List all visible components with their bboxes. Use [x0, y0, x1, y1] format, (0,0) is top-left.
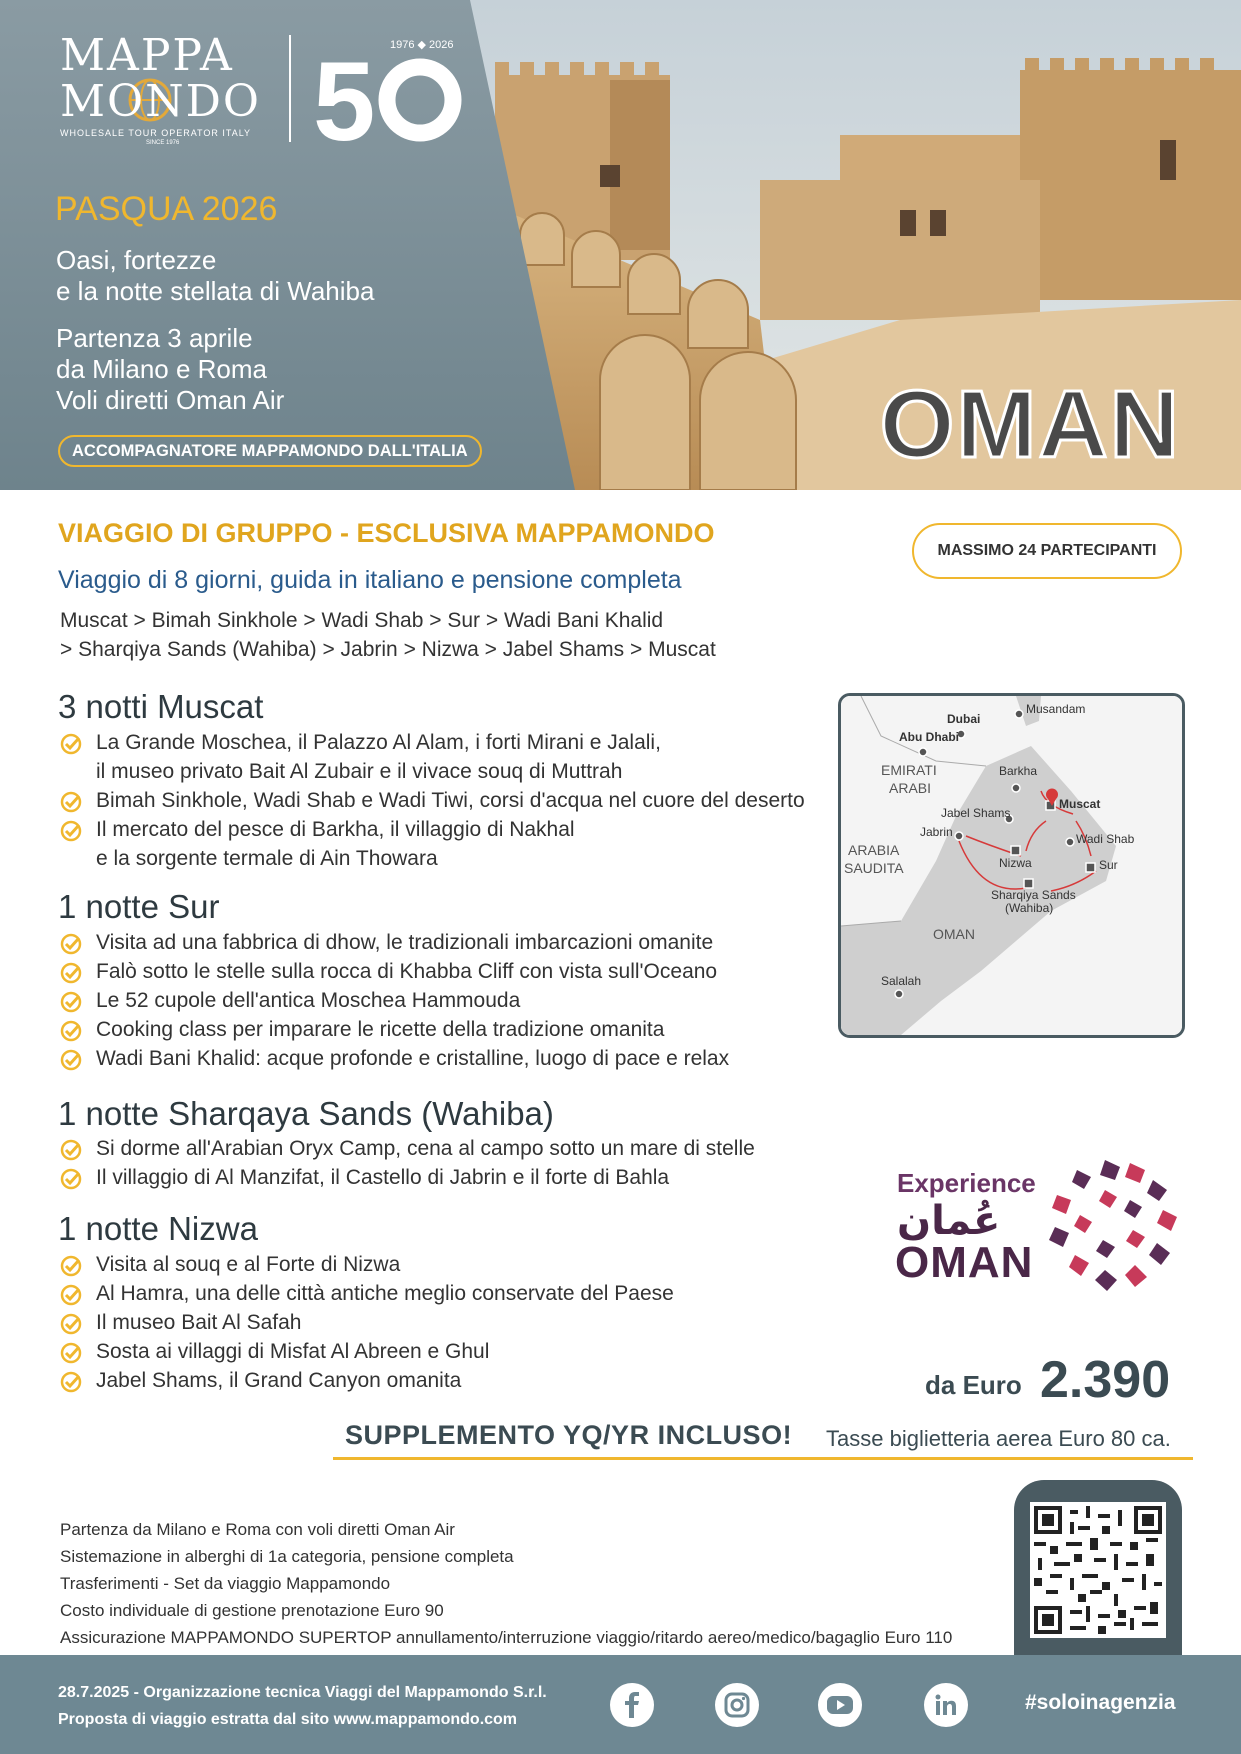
- anniversary-years: 1976 ◆ 2026: [390, 39, 454, 51]
- check-icon: [60, 1342, 82, 1364]
- section-list-nizwa: [58, 1250, 674, 1395]
- list-item: Il villaggio di Al Manzifat, il Castello di Jabrin e il forte di Bahla: [58, 1163, 755, 1192]
- check-icon: [60, 1255, 82, 1277]
- logo-mappa: MAPPA: [60, 30, 234, 81]
- map-label: ARABI: [889, 780, 932, 796]
- map-label: Musandam: [1026, 702, 1086, 716]
- max-participants-badge: MASSIMO 24 PARTECIPANTI: [912, 523, 1182, 579]
- price-prefix: da Euro: [925, 1370, 1022, 1400]
- section-list-muscat: [58, 728, 805, 873]
- map-label: Sharqiya Sands: [991, 888, 1076, 902]
- facebook-icon: [621, 1692, 643, 1718]
- svg-text:5: 5: [313, 39, 376, 164]
- list-item: Le 52 cupole dell'antica Moschea Hammouda: [58, 986, 729, 1015]
- section-list-wahiba: [58, 1134, 755, 1192]
- note-item: Partenza da Milano e Roma con voli diretti Oman Air: [60, 1520, 455, 1539]
- destination-title: OMAN: [879, 371, 1181, 478]
- section-list-sur: [58, 928, 729, 1073]
- group-trip-subtitle: Viaggio di 8 giorni, guida in italiano e pensione completa: [58, 566, 682, 594]
- map-label: Muscat: [1059, 797, 1101, 811]
- map-label: ARABIA: [848, 842, 900, 858]
- list-item: Jabel Shams, il Grand Canyon omanita: [58, 1366, 674, 1395]
- trip-notes: [60, 1516, 952, 1651]
- route-map: [838, 693, 1185, 1038]
- map-label: Dubai: [947, 712, 981, 726]
- map-label: Abu Dhabi: [899, 730, 959, 744]
- section-title-muscat: 3 notti Muscat: [58, 688, 264, 725]
- list-item: Il mercato del pesce di Barkha, il villaggio di Nakhal: [58, 815, 805, 844]
- escort-badge: ACCOMPAGNATORE MAPPAMONDO DALL'ITALIA: [58, 435, 482, 467]
- footer-source[interactable]: Proposta di viaggio estratta dal sito www.mappamondo.com: [58, 1711, 518, 1728]
- map-label: (Wahiba): [1005, 901, 1054, 915]
- linkedin-button[interactable]: [924, 1683, 968, 1727]
- supplement-included: SUPPLEMENTO YQ/YR INCLUSO!: [345, 1420, 793, 1450]
- list-item: Wadi Bani Khalid: acque profonde e cristalline, luogo di pace e relax: [58, 1044, 729, 1073]
- route-line2: > Sharqiya Sands (Wahiba) > Jabrin > Nizwa > Jabel Shams > Muscat: [60, 638, 716, 661]
- map-label: EMIRATI: [881, 762, 937, 778]
- list-item: Cooking class per imparare le ricette della tradizione omanita: [58, 1015, 729, 1044]
- experience-oman-logo-icon: [1045, 1155, 1185, 1295]
- check-icon: [60, 1049, 82, 1071]
- section-title-sur: 1 notte Sur: [58, 888, 220, 925]
- list-item: Visita ad una fabbrica di dhow, le tradizionali imbarcazioni omanite: [58, 928, 729, 957]
- list-item: Sosta ai villaggi di Misfat Al Abreen e Ghul: [58, 1337, 674, 1366]
- hero-banner: [0, 0, 1241, 490]
- map-label: OMAN: [933, 926, 975, 942]
- check-icon: [60, 1371, 82, 1393]
- check-icon: [60, 733, 82, 755]
- instagram-icon: [724, 1692, 750, 1718]
- tagline-line2: e la notte stellata di Wahiba: [56, 276, 375, 306]
- experience-arabic: عُمان: [897, 1198, 1001, 1244]
- airport-taxes: Tasse biglietteria aerea Euro 80 ca.: [826, 1426, 1171, 1451]
- check-icon: [60, 991, 82, 1013]
- supplement-underline: [333, 1457, 1193, 1460]
- check-icon: [60, 1168, 82, 1190]
- section-title-nizwa: 1 notte Nizwa: [58, 1210, 258, 1247]
- list-item: Si dorme all'Arabian Oryx Camp, cena al campo sotto un mare di stelle: [58, 1134, 755, 1163]
- tagline-line1: Oasi, fortezze: [56, 245, 217, 275]
- logo-since: SINCE 1976: [146, 140, 180, 146]
- departure-line3: Voli diretti Oman Air: [56, 385, 285, 415]
- list-item: Falò sotto le stelle sulla rocca di Khabba Cliff con vista sull'Oceano: [58, 957, 729, 986]
- check-icon: [60, 1020, 82, 1042]
- check-icon: [60, 1139, 82, 1161]
- map-label: SAUDITA: [844, 860, 904, 876]
- departure-line1: Partenza 3 aprile: [56, 323, 253, 353]
- check-icon: [60, 791, 82, 813]
- map-label: Barkha: [999, 764, 1038, 778]
- map-label: Jabrin: [920, 825, 953, 839]
- instagram-button[interactable]: [715, 1683, 759, 1727]
- check-icon: [60, 820, 82, 842]
- map-label: Salalah: [881, 974, 922, 988]
- note-item: Costo individuale di gestione prenotazione Euro 90: [60, 1601, 444, 1620]
- logo-mondo: MONDO: [60, 76, 261, 127]
- note-item: Sistemazione in alberghi di 1a categoria, pensione completa: [60, 1547, 514, 1566]
- footer-organizer: 28.7.2025 - Organizzazione tecnica Viaggi del Mappamondo S.r.l.: [58, 1684, 547, 1701]
- note-item: Trasferimenti - Set da viaggio Mappamondo: [60, 1574, 391, 1593]
- list-item-continuation: e la sorgente termale di Ain Thowara: [96, 847, 438, 870]
- logo-tagline: WHOLESALE TOUR OPERATOR ITALY: [60, 128, 252, 138]
- check-icon: [60, 1284, 82, 1306]
- qr-code[interactable]: [1030, 1502, 1166, 1638]
- list-item: Il museo Bait Al Safah: [58, 1308, 674, 1337]
- map-label: Jabel Shams: [941, 806, 1011, 820]
- facebook-button[interactable]: [610, 1683, 654, 1727]
- experience-word: Experience: [897, 1168, 1036, 1198]
- map-label: Wadi Shab: [1076, 832, 1135, 846]
- check-icon: [60, 962, 82, 984]
- section-title-wahiba: 1 notte Sharqaya Sands (Wahiba): [58, 1095, 554, 1132]
- list-item: La Grande Moschea, il Palazzo Al Alam, i forti Mirani e Jalali,: [58, 728, 805, 757]
- list-item: Al Hamra, una delle città antiche meglio conservate del Paese: [58, 1279, 674, 1308]
- youtube-icon: [826, 1694, 854, 1716]
- list-item-continuation: il museo privato Bait Al Zubair e il vivace souq di Muttrah: [96, 760, 623, 783]
- check-icon: [60, 933, 82, 955]
- season-title: PASQUA 2026: [55, 190, 278, 228]
- linkedin-icon: [934, 1693, 958, 1717]
- experience-oman: OMAN: [895, 1238, 1034, 1287]
- map-label: Nizwa: [999, 856, 1032, 870]
- group-trip-title: VIAGGIO DI GRUPPO - ESCLUSIVA MAPPAMONDO: [58, 518, 715, 548]
- route-line1: Muscat > Bimah Sinkhole > Wadi Shab > Sur > Wadi Bani Khalid: [60, 609, 664, 632]
- check-icon: [60, 1313, 82, 1335]
- note-item: Assicurazione MAPPAMONDO SUPERTOP annullamento/interruzione viaggio/ritardo aereo/medico/bagaglio Euro 110: [60, 1628, 953, 1647]
- departure-line2: da Milano e Roma: [56, 354, 267, 384]
- price-value: 2.390: [1040, 1351, 1171, 1409]
- hashtag: #soloinagenzia: [1025, 1691, 1176, 1714]
- qr-code-icon: [1034, 1506, 1162, 1634]
- list-item: Visita al souq e al Forte di Nizwa: [58, 1250, 674, 1279]
- youtube-button[interactable]: [818, 1683, 862, 1727]
- map-label: Sur: [1099, 858, 1118, 872]
- list-item: Bimah Sinkhole, Wadi Shab e Wadi Tiwi, corsi d'acqua nel cuore del deserto: [58, 786, 805, 815]
